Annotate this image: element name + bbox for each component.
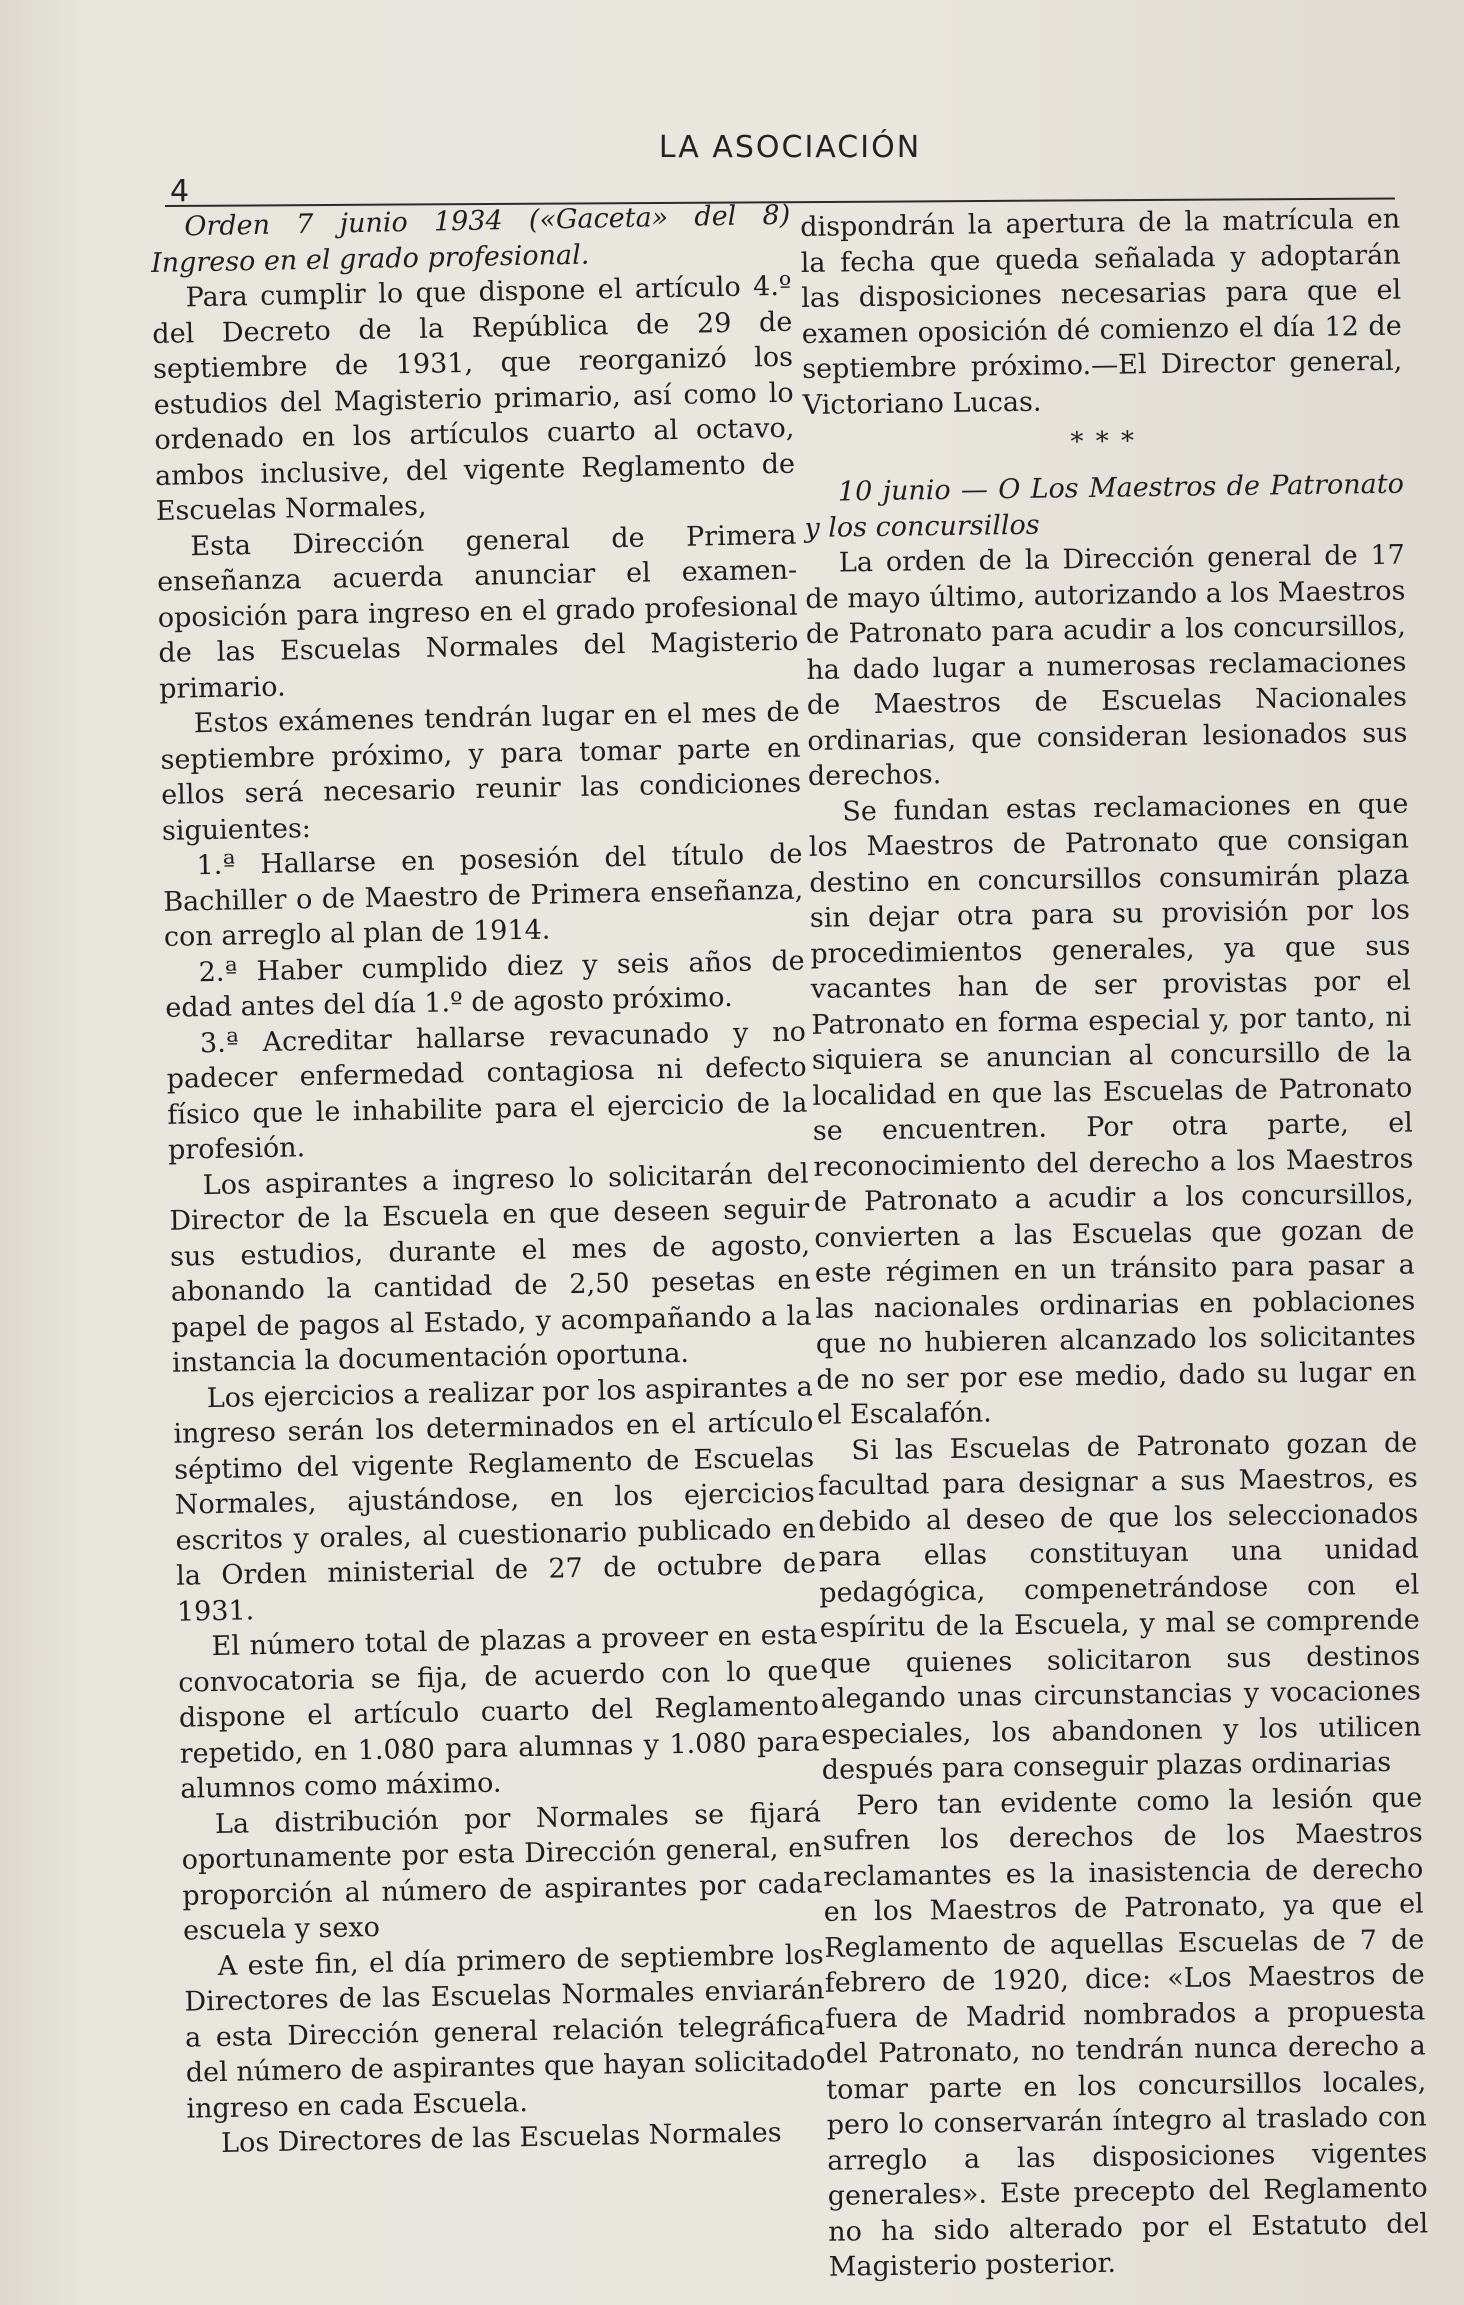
- list-item: 2.ª Haber cumplido diez y seis años de edad antes del día 1.º de agosto próximo.: [165, 945, 805, 1024]
- paragraph: Esta Dirección general de Primera enseñanza acuerda anunciar el examen-oposición para ingreso en el grado profesional de las Escuelas Normales del Magisterio primario.: [156, 519, 799, 705]
- paragraph: A este fin, el día primero de septiembre los Directores de las Escuelas Normales enviarán a esta Dirección general relación telegráfica del número de aspirantes que hayan solicitado ingreso en cada Escuela.: [184, 1938, 826, 2125]
- paragraph: La distribución por Normales se fijará oportunamente por esta Dirección general, en proporción al número de aspirantes por cada escuela y sexo: [181, 1796, 823, 1947]
- page-number: 4: [170, 174, 190, 209]
- right-heading: 10 junio — O Los Maestros de Patronato y los concursillos: [804, 468, 1405, 544]
- paragraph: Si las Escuelas de Patronato gozan de facultad para designar a sus Maestros, es debido al deseo de que los seleccionados para ellas constituyan una unidad pedagógica, compenetrándose con el espíritu de la Escuela, y mal se comprende que quienes solicitaron sus destinos alegando unas circunstancias y vocaciones especiales, los abandonen y los utilicen después para conseguir plazas ordinarias: [817, 1427, 1422, 1786]
- paragraph: Los ejercicios a realizar por los aspirantes a ingreso serán los determinados en el artículo séptimo del vigente Reglamento de Escuelas Normales, ajustándose, en los ejercicios escritos y orales, al cuestionario publicado en la Orden ministerial de 27 de octubre de 1931.: [173, 1370, 817, 1628]
- paragraph: Se fundan estas reclamaciones en que los Maestros de Patronato que consigan destino en concursillos consumirán plaza sin dejar otra para su provisión por los procedimientos generales, ya que sus vacantes han de ser provistas por el Patronato en forma especial y, por tanto, ni siquiera se anuncian al concursillo de la localidad en que las Escuelas de Patronato se encuentren. Por otra parte, el reconocimiento del derecho a los Maestros de Patronato a acudir a los concursillos, convierten a las Escuelas que gozan de este régimen en un tránsito para pasar a las nacionales ordinarias en poblaciones que no hubieren alcanzado los solicitantes de no ser por ese medio, dado su lugar en el Escalafón.: [808, 788, 1417, 1431]
- paragraph: Estos exámenes tendrán lugar en el mes de septiembre próximo, y para tomar parte en ellos será necesario reunir las condiciones siguientes:: [160, 696, 802, 847]
- paragraph: La orden de la Dirección general de 17 de mayo último, autorizando a los Maestros de Patronato para acudir a los concursillos, ha dado lugar a numerosas reclamaciones de Maestros de Escuelas Nacionales ordinarias, que consideran lesionados sus derechos.: [805, 539, 1408, 792]
- paragraph: Los aspirantes a ingreso lo solicitarán del Director de la Escuela en que deseen seguir sus estudios, durante el mes de agosto, abonando la cantidad de 2,50 pesetas en papel de pagos al Estado, y acompañando a la instancia la documentación oportuna.: [169, 1158, 812, 1379]
- paragraph: Los Directores de las Escuelas Normales: [220, 2117, 782, 2159]
- list-item: 3.ª Acreditar hallarse revacunado y no padecer enfermedad contagiosa ni defecto físico que le inhabilite para el ejercicio de la profesión.: [166, 1016, 808, 1166]
- page-header-title: LA ASOCIACIÓN: [658, 130, 922, 165]
- left-heading: Orden 7 junio 1934 («Gaceta» del 8) Ingreso en el grado profesional.: [150, 199, 791, 279]
- paragraph: Para cumplir lo que dispone el artículo 4.º del Decreto de la República de 29 de septiembre de 1931, que reorganizó los estudios del Magisterio primario, así como lo ordenado en los artículos cuarto al octavo, ambos inclusive, del vigente Reglamento de Escuelas Normales,: [152, 270, 796, 527]
- section-separator: * * *: [1070, 426, 1137, 458]
- list-item: 1.ª Hallarse en posesión del título de Bachiller o de Maestro de Primera enseñanza, con arreglo al plan de 1914.: [162, 838, 804, 953]
- continued-paragraph: dispondrán la apertura de la matrícula en la fecha que queda señalada y adoptarán las disposiciones necesarias para que el examen oposición dé comienzo el día 12 de septiembre próximo.—El Director general, Victoriano Lucas.: [800, 203, 1403, 421]
- paragraph: El número total de plazas a proveer en esta convocatoria se fija, de acuerdo con lo que dispone el artículo cuarto del Reglamento repetido, en 1.080 para alumnas y 1.080 para alumnos como máximo.: [177, 1619, 820, 1805]
- paragraph: Pero tan evidente como la lesión que sufren los derechos de los Maestros reclamantes es la inasistencia de derecho en los Maestros de Patronato, ya que el Reglamento de aquellas Escuelas de 7 de febrero de 1920, dice: «Los Maestros de fuera de Madrid nombrados a propuesta del Patronato, no tendrán nunca derecho a tomar parte en los concursillos locales, pero lo conservarán íntegro al traslado con arreglo a las disposiciones vigentes generales». Este precepto del Reglamento no ha sido alterado por el Estatuto del Magisterio posterior.: [822, 1781, 1429, 2283]
- right-column: [800, 202, 1429, 2286]
- left-column: [150, 198, 827, 2162]
